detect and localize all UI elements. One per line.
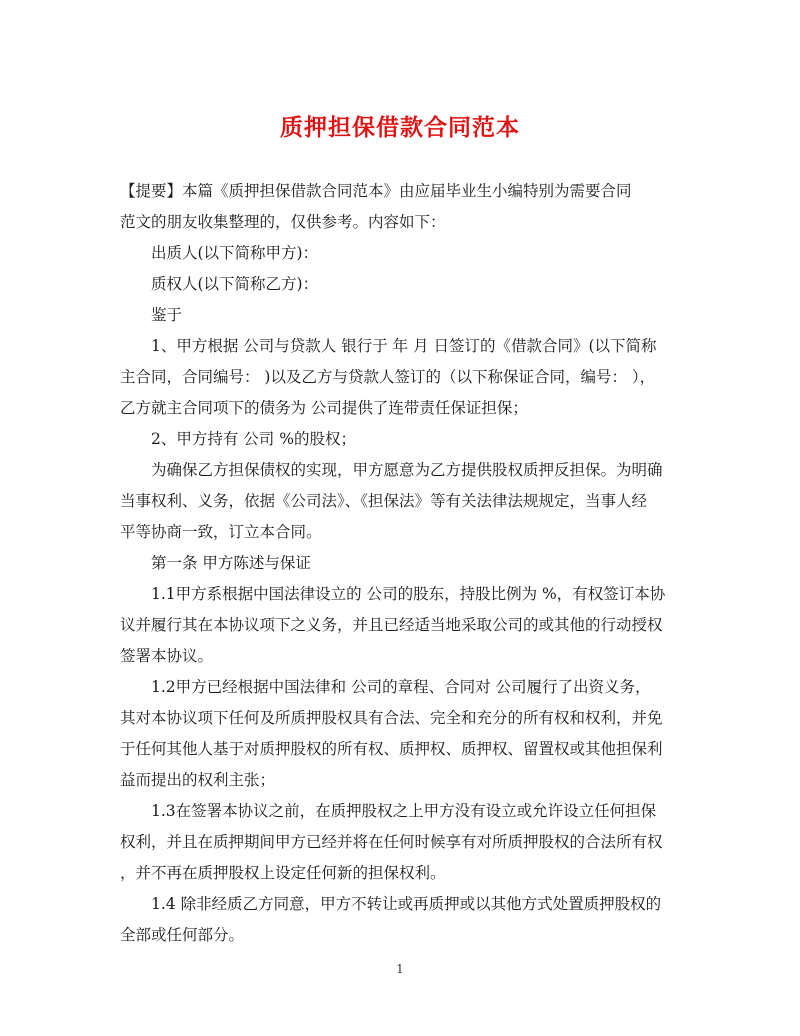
text-line: 质权人(以下简称乙方)： (151, 275, 319, 293)
text-line: 乙方就主合同项下的债务为 公司提供了连带责任保证担保； (120, 399, 528, 417)
text-line: 出质人(以下简称甲方)： (151, 244, 319, 262)
text-line: 第一条 甲方陈述与保证 (151, 554, 311, 572)
document-body (120, 176, 686, 951)
text-line: 为确保乙方担保债权的实现，甲方愿意为乙方提供股权质押反担保。为明确 (151, 461, 663, 479)
text-line: 议并履行其在本协议项下之义务，并且已经适当地采取公司的或其他的行动授权 (120, 616, 663, 634)
text-line: ，并不再在质押股权上设定任何新的担保权利。 (120, 864, 446, 882)
page-number: 1 (396, 962, 404, 976)
text-line: 全部或任何部分。 (120, 926, 245, 944)
text-line: 于任何其他人基于对质押股权的所有权、质押权、质押权、留置权或其他担保利 (120, 740, 663, 758)
text-line: 鉴于 (151, 306, 183, 324)
document-title: 质押担保借款合同范本 (280, 114, 520, 141)
text-line: 【提要】本篇《质押担保借款合同范本》由应届毕业生小编特别为需要合同 (120, 182, 632, 200)
text-line: 范文的朋友收集整理的，仅供参考。内容如下： (120, 213, 446, 231)
text-line: 其对本协议项下任何及所质押股权具有合法、完全和充分的所有权和权利，并免 (120, 709, 663, 727)
text-line: 1.4 除非经质乙方同意，甲方不转让或再质押或以其他方式处置质押股权的 (151, 895, 662, 913)
text-line: 当事权利、义务，依据《公司法》、《担保法》等有关法律法规规定，当事人经 (120, 492, 648, 510)
text-line: 2、甲方持有 公司 %的股权； (151, 430, 356, 448)
text-line: 1.3在签署本协议之前，在质押股权之上甲方没有设立或允许设立任何担保 (151, 802, 657, 820)
text-line: 1.1甲方系根据中国法律设立的 公司的股东，持股比例为 %，有权签订本协 (151, 585, 666, 603)
text-line: 权利，并且在质押期间甲方已经并将在任何时候享有对所质押股权的合法所有权 (120, 833, 663, 851)
text-line: 签署本协议。 (120, 647, 214, 665)
text-line: 1、甲方根据 公司与贷款人 银行于 年 月 日签订的《借款合同》(以下简称 (151, 337, 657, 355)
text-line: 主合同，合同编号： )以及乙方与贷款人签订的（以下称保证合同，编号： ）， (120, 368, 656, 386)
text-line: 1.2甲方已经根据中国法律和 公司的章程、合同对 公司履行了出资义务， (151, 678, 651, 696)
text-line: 益而提出的权利主张； (120, 771, 276, 789)
text-line: 平等协商一致，订立本合同。 (120, 523, 322, 541)
